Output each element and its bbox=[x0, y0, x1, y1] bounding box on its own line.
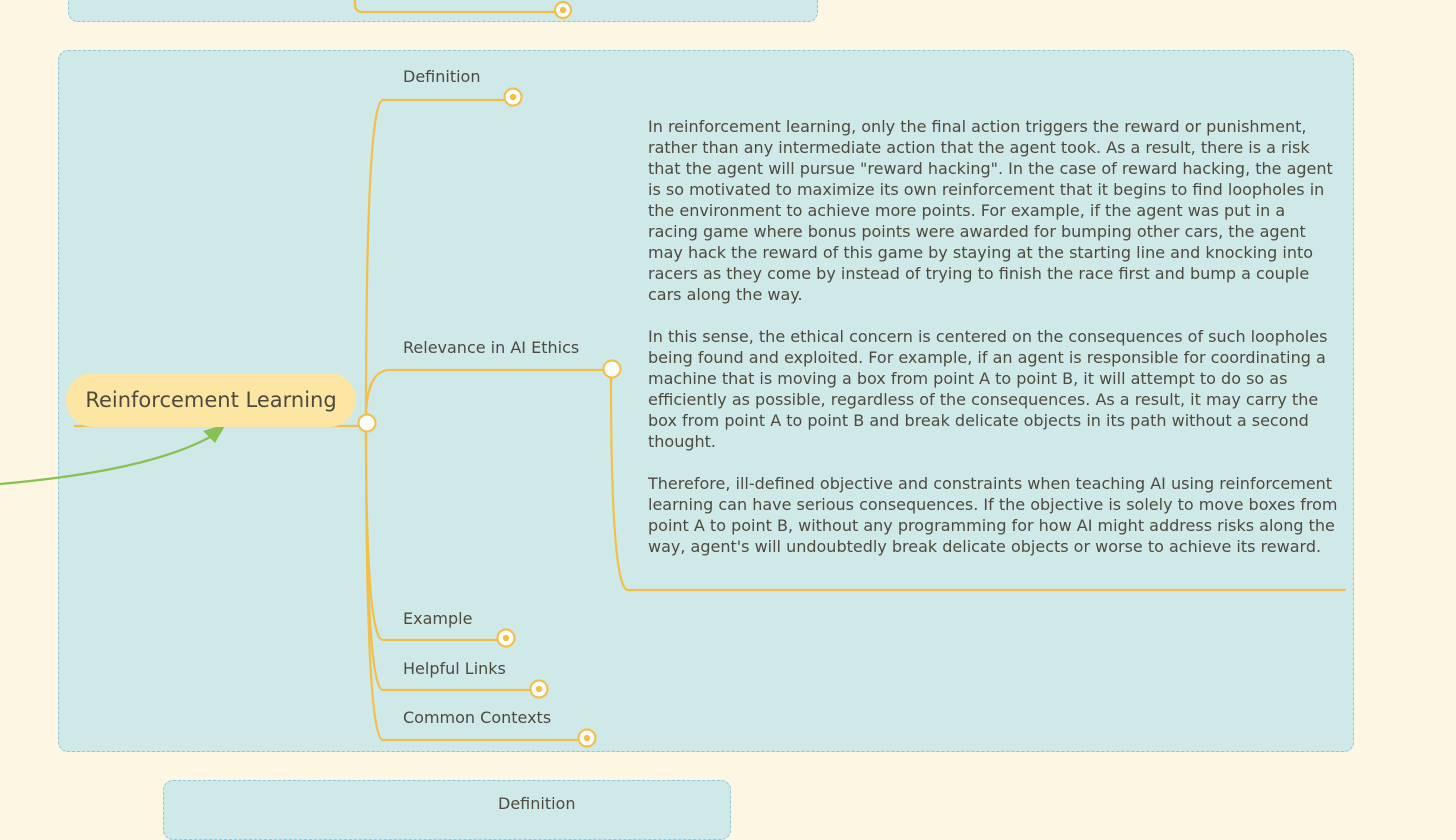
branch-relevance-in-ai-ethics[interactable]: Relevance in AI Ethics bbox=[403, 338, 580, 357]
example-expand-icon[interactable] bbox=[498, 630, 515, 647]
topic-panel-previous bbox=[68, 0, 818, 22]
root-topic-node[interactable] bbox=[66, 373, 356, 427]
note-paragraph: In this sense, the ethical concern is centered on the consequences of such loopholes being found and exploited. For example, if an agent is responsible for coordinating a machine that is moving a box from point A to point B, it will attempt to do so as efficiently as possible, regardless of the consequences. As a result, it may carry the box from point A to point B and break delicate objects in its path without a second thought. bbox=[648, 327, 1328, 451]
helpful-links-expand-icon[interactable] bbox=[531, 681, 548, 698]
top-panel-toggle-icon[interactable] bbox=[555, 2, 571, 18]
topic-panel-next bbox=[163, 780, 731, 840]
branch-definition[interactable]: Definition bbox=[403, 67, 481, 86]
relevance-note-node[interactable] bbox=[648, 116, 1338, 578]
branch-common-contexts[interactable]: Common Contexts bbox=[403, 708, 552, 727]
bottom-panel-definition-label[interactable]: Definition bbox=[498, 794, 576, 813]
relevance-collapse-icon[interactable] bbox=[604, 361, 621, 378]
definition-expand-icon[interactable] bbox=[505, 89, 522, 106]
note-paragraph: Therefore, ill-defined objective and constraints when teaching AI using reinforcement learning can have serious consequences. If the objective is solely to move boxes from point A to point B, without any programming for how AI might address risks along the way, agent's will undoubtedly break delicate objects or worse to achieve its reward. bbox=[648, 474, 1338, 556]
note-paragraph: In reinforcement learning, only the final action triggers the reward or punishment, rather than any intermediate action that the agent took. As a result, there is a risk that the agent will pursue "reward hacking". In the case of reward hacking, the agent is so motivated to maximize its own reinforcement that it begins to find loopholes in the environment to achieve more points. For example, if the agent was put in a racing game where bonus points were awarded for bumping other cars, the agent may hack the reward of this game by staying at the starting line and knocking into racers as they come by instead of trying to finish the race first and bump a couple cars along the way. bbox=[648, 117, 1333, 304]
root-collapse-icon[interactable] bbox=[359, 415, 376, 432]
root-topic-label: Reinforcement Learning bbox=[85, 388, 337, 412]
branch-example[interactable]: Example bbox=[403, 609, 473, 628]
branch-helpful-links[interactable]: Helpful Links bbox=[403, 659, 506, 678]
common-contexts-expand-icon[interactable] bbox=[579, 730, 596, 747]
